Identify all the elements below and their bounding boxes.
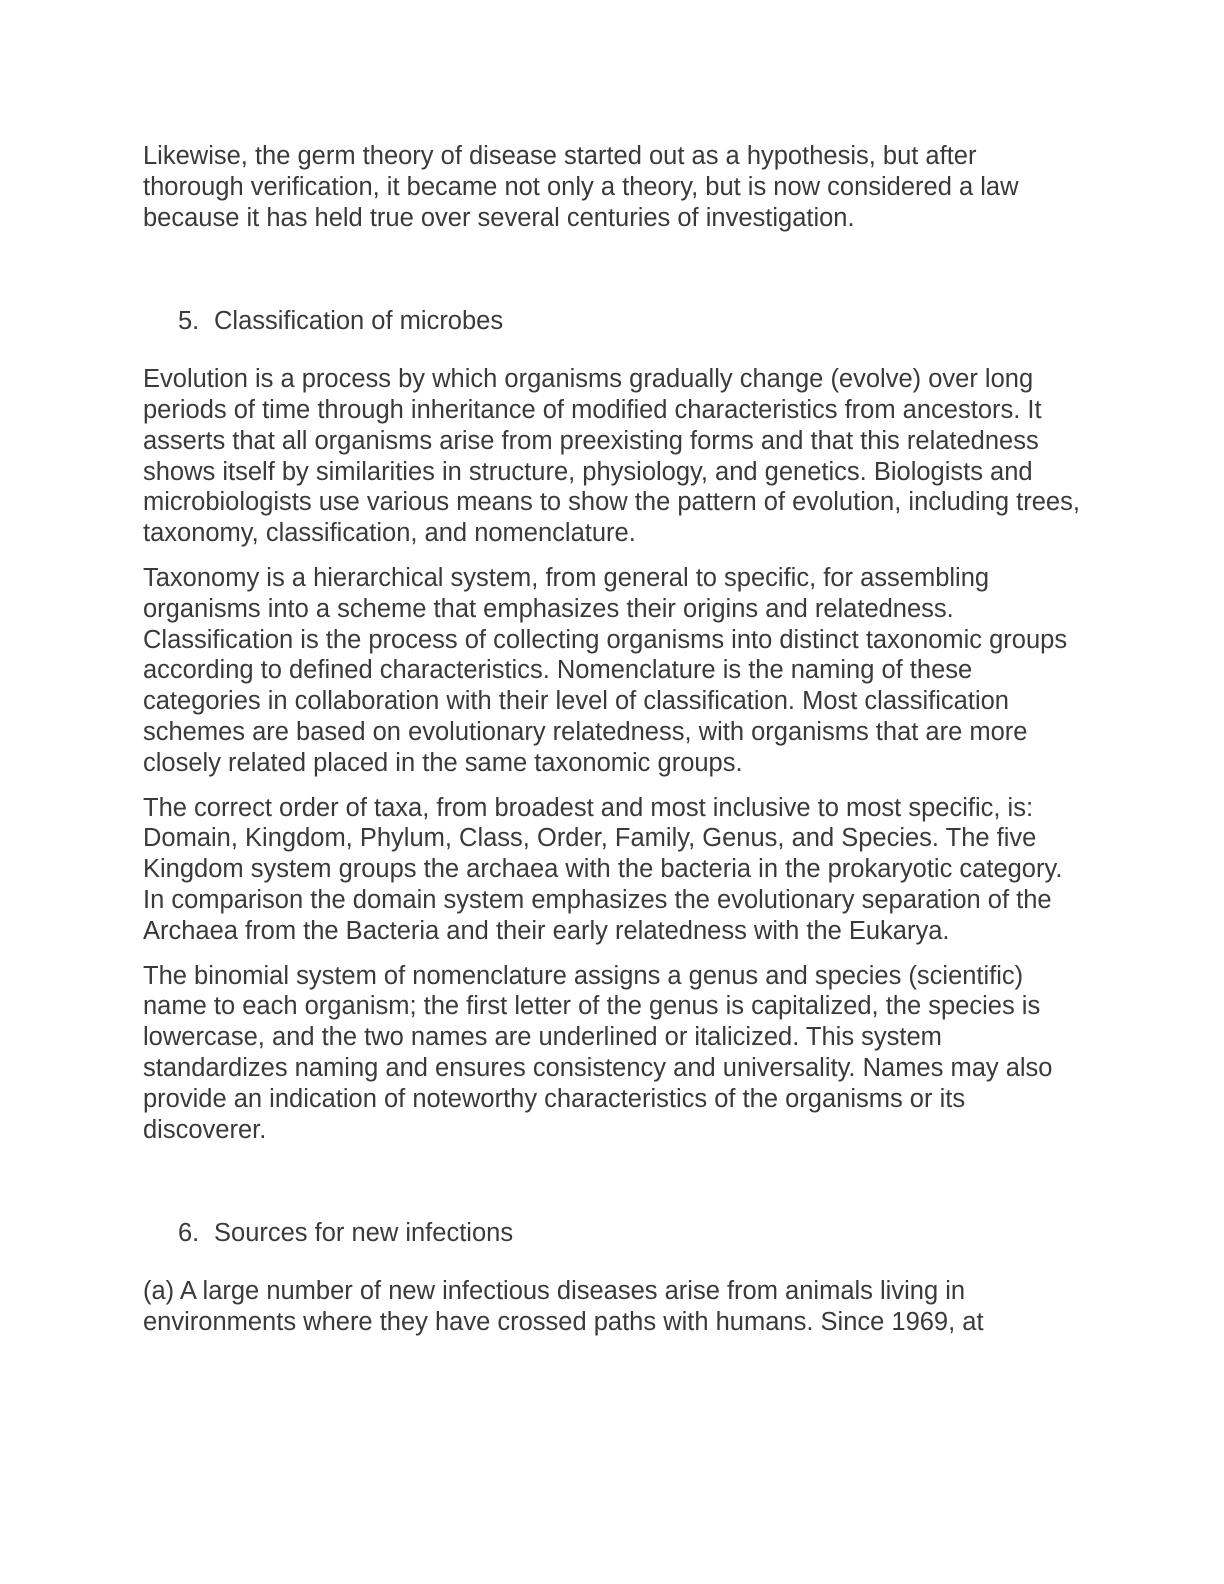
intro-paragraph: Likewise, the germ theory of disease started out as a hypothesis, but after thorough verification, it became not only a theory, but is now considered a law because it has held true over several centuries of investigation. [143,142,1019,232]
section5-paragraph-taxonomy: Taxonomy is a hierarchical system, from general to specific, for assembling organisms into a scheme that emphasizes their origins and relatedness. Classification is the process of collecting organisms into distinct taxonomic groups according to defined characteristics. Nomenclature is the naming of these categories in collaboration with their level of classification. Most classification schemes are based on evolutionary relatedness, with organisms that are more closely related placed in the same taxonomic groups. [143,563,1068,777]
section5-paragraph-binomial: The binomial system of nomenclature assigns a genus and species (scientific) name to each organism; the first letter of the genus is capitalized, the species is lowercase, and the two names are underlined or italicized. This system standardizes naming and ensures consistency and universality. Names may also provide an indication of noteworthy characteristics of the organisms or its discoverer. [143,961,1053,1144]
section-title: Classification of microbes [214,307,504,336]
section6-paragraph-a: (a) A large number of new infectious diseases arise from animals living in environments where they have crossed paths with humans. Since 1969, at [143,1277,984,1336]
section-heading-5 [143,306,1083,337]
section-number: 5. [178,307,200,336]
section-heading-6 [143,1218,1083,1249]
section-number: 6. [178,1219,200,1248]
document-page [143,141,1083,1352]
section-title: Sources for new infections [214,1219,514,1248]
section5-paragraph-evolution: Evolution is a process by which organisms gradually change (evolve) over long periods of time through inheritance of modified characteristics from ancestors. It asserts that all organisms arise from preexisting forms and that this relatedness shows itself by similarities in structure, physiology, and genetics. Biologists and microbiologists use various means to show the pattern of evolution, including trees, taxonomy, classification, and nomenclature. [143,365,1080,548]
section5-paragraph-taxa-order: The correct order of taxa, from broadest and most inclusive to most specific, is: Domain, Kingdom, Phylum, Class, Order, Family, Genus, and Species. The five Kingdom system groups the archaea with the bacteria in the prokaryotic category. In comparison the domain system emphasizes the evolutionary separation of the Archaea from the Bacteria and their early relatedness with the Eukarya. [143,793,1063,945]
